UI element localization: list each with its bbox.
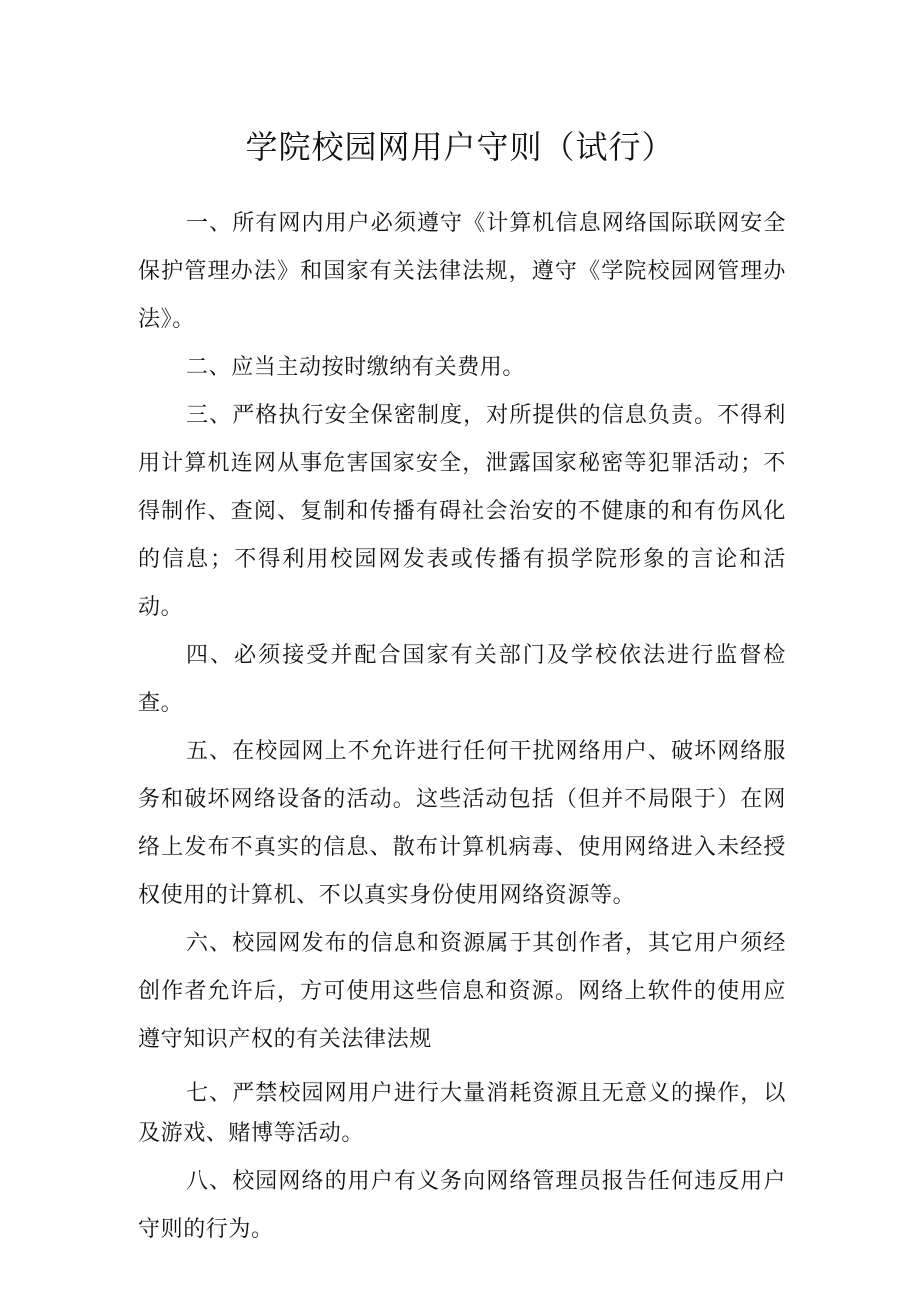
rule-paragraph-1: 一、所有网内用户必须遵守《计算机信息网络国际联网安全保护管理办法》和国家有关法律法规，遵守《学院校园网管理办法》。 [138, 211, 786, 332]
rule-paragraph-6: 六、校园网发布的信息和资源属于其创作者，其它用户须经创作者允许后，方可使用这些信息和资源。网络上软件的使用应遵守知识产权的有关法律法规 [138, 931, 786, 1052]
rule-paragraph-8: 八、校园网络的用户有义务向网络管理员报告任何违反用户守则的行为。 [138, 1169, 786, 1242]
rule-paragraph-3: 三、严格执行安全保密制度，对所提供的信息负责。不得利用计算机连网从事危害国家安全，泄露国家秘密等犯罪活动；不得制作、查阅、复制和传播有碍社会治安的不健康的和有伤风化的信息；不得利用校园网发表或传播有损学院形象的言论和活动。 [138, 403, 786, 620]
rule-paragraph-7: 七、严禁校园网用户进行大量消耗资源且无意义的操作，以及游戏、赌博等活动。 [138, 1081, 786, 1146]
document-title: 学院校园网用户守则（试行） [245, 128, 675, 166]
rule-paragraph-4: 四、必须接受并配合国家有关部门及学校依法进行监督检查。 [138, 643, 786, 716]
rule-paragraph-2: 二、应当主动按时缴纳有关费用。 [186, 355, 526, 380]
document-body [138, 200, 786, 1254]
rule-paragraph-5: 五、在校园网上不允许进行任何干扰网络用户、破坏网络服务和破坏网络设备的活动。这些活动包括（但并不局限于）在网络上发布不真实的信息、散布计算机病毒、使用网络进入未经授权使用的计算机、不以真实身份使用网络资源等。 [138, 739, 786, 908]
